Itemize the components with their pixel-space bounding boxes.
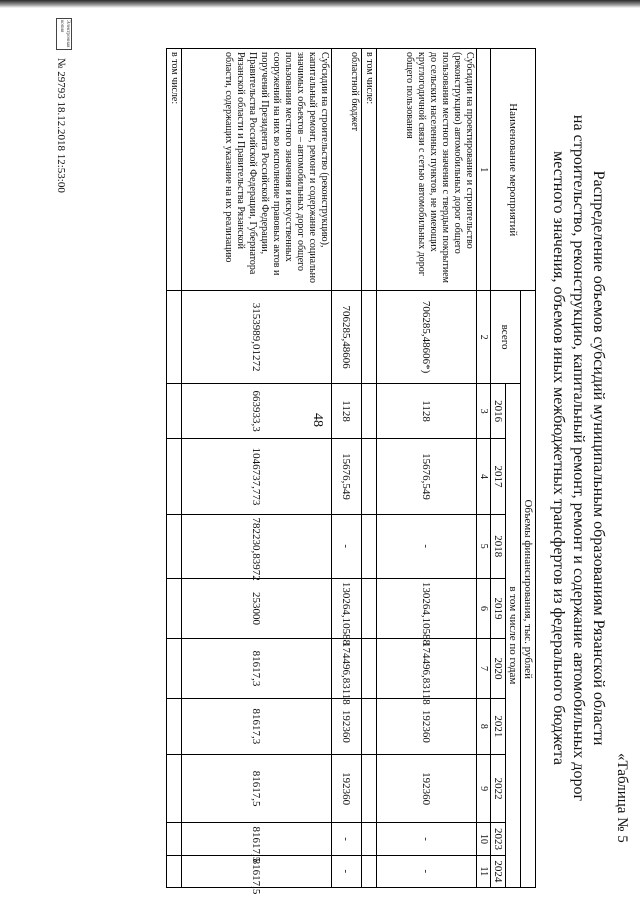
row-cell [167, 578, 182, 638]
row-cell: - [377, 855, 477, 887]
column-index: 3 [477, 383, 491, 439]
header-year: 2016 [491, 383, 506, 439]
row-cell: 130264,10588 [332, 578, 362, 638]
row-cell: 81617,3 [182, 699, 332, 755]
row-cell: 81617,3 [182, 638, 332, 698]
header-name: Наименование мероприятий [491, 49, 536, 291]
row-cell: - [332, 514, 362, 578]
row-name: в том числе: [362, 49, 377, 291]
title-line: на строительство, реконструкцию, капитальный ремонт, ремонт и содержание автомобильных дорог [570, 114, 587, 802]
column-index: 1 [477, 49, 491, 291]
electronic-copy-stamp [46, 18, 72, 50]
row-cell: 192360 [377, 754, 477, 823]
row-cell [167, 699, 182, 755]
document-footer: № 29793 18.12.2018 12:53:00 [55, 58, 67, 193]
header-total: всего [491, 291, 521, 383]
header-year: 2019 [491, 578, 506, 638]
row-cell [362, 823, 377, 855]
header-year: 2024 [491, 855, 506, 887]
row-cell: - [377, 823, 477, 855]
row-cell [362, 855, 377, 887]
row-cell [362, 383, 377, 439]
row-cell [167, 439, 182, 514]
document-title [548, 58, 608, 858]
column-index: 2 [477, 291, 491, 383]
header-year: 2022 [491, 754, 506, 823]
scan-edge [0, 0, 640, 8]
header-year: 2023 [491, 823, 506, 855]
row-cell: - [377, 514, 477, 578]
row-name: Субсидии на проектирование и строительство (реконструкцию) автомобильных дорог общего пользования местного значения с твердым покрытием до сельских населенных пунктов, не имеющих круглогодичной связи с сетью автомобильных дорог общего пользования [377, 49, 477, 291]
row-cell: 130264,10588 [377, 578, 477, 638]
column-index: 5 [477, 514, 491, 578]
row-cell: 782230,83972 [182, 514, 332, 578]
table-row [362, 49, 377, 888]
header-year: 2018 [491, 514, 506, 578]
row-cell: 192360 [332, 754, 362, 823]
title-line: Распределение объемов субсидий муниципальным образованиям Рязанской области [590, 170, 607, 746]
row-cell [362, 699, 377, 755]
row-cell: 1128 [332, 383, 362, 439]
row-cell: 15676,549 [332, 439, 362, 514]
row-cell: 81617,5 [182, 823, 332, 855]
row-cell [362, 578, 377, 638]
table-row [182, 49, 332, 888]
row-cell [167, 638, 182, 698]
column-index: 8 [477, 699, 491, 755]
row-cell: 192360 [332, 699, 362, 755]
table-row [332, 49, 362, 888]
row-cell: 174496,83118 [332, 638, 362, 698]
row-cell: 706285,48606 [332, 291, 362, 383]
row-cell [167, 855, 182, 887]
stamp-box [56, 18, 72, 50]
row-cell: - [332, 823, 362, 855]
row-cell: 1046737,773 [182, 439, 332, 514]
column-index: 10 [477, 823, 491, 855]
page-number: 48 [310, 413, 325, 427]
column-index: 11 [477, 855, 491, 887]
stamp-line: Электронная [65, 20, 70, 48]
row-cell [362, 514, 377, 578]
row-cell [362, 291, 377, 383]
row-cell: 3153989,01272 [182, 291, 332, 383]
row-cell [167, 823, 182, 855]
header-year: 2017 [491, 439, 506, 514]
header-year: 2020 [491, 638, 506, 698]
table-row [167, 49, 182, 888]
row-cell: 1128 [377, 383, 477, 439]
column-index: 6 [477, 578, 491, 638]
row-name: в том числе: [167, 49, 182, 291]
table-label: «Таблица № 5 [614, 753, 630, 843]
column-index: 4 [477, 439, 491, 514]
row-cell [167, 383, 182, 439]
table-row [377, 49, 477, 888]
row-cell: 192360 [377, 699, 477, 755]
header-by-year: в том числе по годам [506, 383, 521, 887]
row-cell [362, 638, 377, 698]
header-funding: Объемы финансирования, тыс. рублей [521, 291, 536, 888]
row-cell [362, 754, 377, 823]
row-name: областной бюджет [332, 49, 362, 291]
title-line: местного значения, объемов иных межбюджетных трансфертов из федерального бюджета [550, 151, 567, 765]
row-cell [362, 439, 377, 514]
row-name: Субсидии на строительство (реконструкцию), капитальный ремонт, ремонт и содержание социально значимых объектов – автомобильных дорог общего пользования местного значения и искусственных сооружений на них во исполнение правовых актов и поручений Президента Российской Федерации, Правительства Российской Федерации, Губернатора Рязанской области и Правительства Рязанской области, содержащих указание на их реализацию [182, 49, 332, 291]
row-cell: 81617,5 [182, 754, 332, 823]
column-index: 9 [477, 754, 491, 823]
row-cell [167, 291, 182, 383]
row-cell: 663933,3 [182, 383, 332, 439]
row-cell: 174496,83118 [377, 638, 477, 698]
row-cell [167, 754, 182, 823]
funding-table [166, 48, 536, 895]
column-index: 7 [477, 638, 491, 698]
row-cell: 81617,5 [182, 855, 332, 887]
header-year: 2021 [491, 699, 506, 755]
stamp-line: копия [59, 20, 64, 33]
row-cell [167, 514, 182, 578]
row-cell: 15676,549 [377, 439, 477, 514]
row-cell: 706285,48606*) [377, 291, 477, 383]
rotated-page [28, 18, 640, 895]
row-cell: 253000 [182, 578, 332, 638]
row-cell: - [332, 855, 362, 887]
